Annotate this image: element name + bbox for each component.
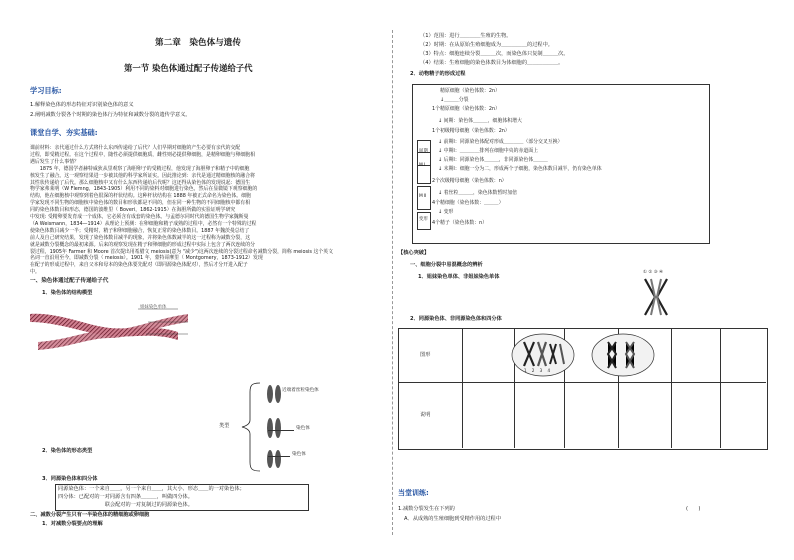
- sperm-process-heading: 2．动物精子的形成过程: [410, 71, 466, 77]
- cell-figure-2: [590, 332, 656, 378]
- self-study-line: 名词一直沿用至今，即减数分裂（ meiosis）。1901 年，蒙特哥摩里（ Montgomery，1873-1912）发现: [30, 255, 263, 262]
- self-study-line: 结构，他在细胞核中观察到着色很深的杆状结构。这种杆状结构在 1888 年被正式命名为染色体。细胞: [30, 193, 251, 200]
- practice-q1: 1.减数分裂发生在下列的: [398, 506, 455, 512]
- self-study-line: 中发现: 受精卵要发育成一个成体，它必须含有成套的染色体。与孟德尔同时代的德国生物学家魏斯曼: [30, 214, 249, 220]
- sperm-stage-line: ↓ 前期Ⅰ：同源染色体配对形成＿＿＿＿（部分交叉互换）: [438, 139, 563, 145]
- section-title: 第一节 染色体通过配子传递给子代: [124, 63, 253, 73]
- part1-item3: 3．同源染色体和四分体: [42, 476, 98, 482]
- side-interphase: 间期: [417, 140, 431, 166]
- practice-heading: 当堂训练:: [398, 489, 429, 497]
- self-study-line: 在配子的形成过程中，来自父本和母本的染色体要先配对（即同源染色体配对），然后才分开进入配子: [30, 262, 248, 269]
- row-desc-label: 说明: [420, 412, 431, 418]
- part1-item2: 2．染色体的形态类型: [42, 448, 93, 454]
- self-study-line: （A Weismann，1834—1914）从理论上预测：在卵细胞和精子成熟的过程中，必然有一个特殊的过程: [30, 220, 257, 227]
- sperm-stage-line: 2个次级精母细胞（染色体数：n）: [432, 178, 507, 184]
- part2-heading: 二、减数分裂产生只有一半染色体的精细胞或卵细胞: [30, 512, 150, 518]
- sperm-stage-line: ↓ 中期Ⅰ：＿＿＿＿排列在细胞中央的赤道面上: [438, 148, 539, 154]
- sperm-stage-line: ↓ 变形: [438, 209, 454, 215]
- self-study-line: 同的染色体数目和形态，德国的波维里（ Boveri，1862-1915）在海胆所做的实验证明学研究: [30, 207, 236, 214]
- core-item2: 2．同源染色体、非同源染色体和四分体: [410, 316, 502, 322]
- label-sister-chromatid: 姐妹染色单体: [140, 305, 167, 310]
- self-study-line: 就是减数分裂概念的最初来源。后来的观察发现在精子和卵细胞的形成过程中实际上包含了两次连续的分: [30, 241, 255, 248]
- homolog-definition-box: 同源染色体：一个来自＿＿，另一个来自＿＿，其大小、形态＿＿的一对染色体； 四分体：已配对的一对同源含有四条＿＿＿，叫做四分体。 联会配对的一对复制过的同源染色体。: [55, 484, 309, 511]
- sperm-stage-line: 精原细胞（染色体数：2n）: [440, 88, 501, 94]
- objective-2: 2.阐明减数分裂各个时期的染色体行为特征和减数分裂的遗传学意义。: [30, 112, 191, 118]
- part1-heading: 一、染色体通过配子传递给子代: [30, 278, 109, 284]
- self-study-line: 1875 年，德国学者赫特威狄从里观察了海胆卵子的受精过程，他发现了海胆卵子和精子中的细胞: [30, 165, 250, 172]
- self-study-line: 学家发现不同生物的细胞核中染色体的数目和形状都是不同的，但在同一种生物的不同细胞核中都有相: [30, 200, 251, 207]
- meiosis-period: （2）时期：在从原始生殖细胞成为＿＿＿＿＿的过程中。: [420, 42, 553, 48]
- core-item1: 1．姐妹染色单体、非姐妹染色单体: [418, 274, 500, 280]
- chromosome-structure-figure: [28, 296, 228, 356]
- part2-item1: 1．对减数分裂要点的理解: [42, 521, 103, 527]
- sperm-stage-line: 1个初级精母细胞（染色体数：2n）: [432, 128, 510, 134]
- meiosis-feature: （3）特点：细胞连续分裂＿＿＿次，而染色体只复制＿＿＿次。: [420, 51, 569, 57]
- cell-number-labels: 1 2 3 4: [524, 368, 552, 373]
- self-study-line: 核发生了融合。这一观察结果进一步被其他的科学家所证实。因此推论到：亲代是通过精细胞核的融合将: [30, 172, 255, 179]
- sperm-stage-line: ↓＿＿＿分裂: [440, 97, 469, 103]
- self-study-line: 课前材料：亲代通过什么方式将什么东西传递给了后代？人们早期对细胞的产生必要有亲代的交配: [30, 145, 241, 151]
- homolog-table: [398, 328, 768, 450]
- label-chromosome-3: 染色体: [292, 452, 306, 457]
- side-m2: M Ⅱ: [417, 186, 431, 210]
- sister-chromatid-figure: [641, 277, 671, 317]
- self-study-line: 前人及自己研究结果，发现了染色体数目减半的现象，并将染色体数减半的这一过程称为减数分裂，这: [30, 234, 251, 241]
- sperm-stage-line: ↓ 后期Ⅰ：同源染色体＿＿＿，非同源染色体＿＿＿: [438, 157, 548, 163]
- self-study-line: 遇后发生了什么事情？: [30, 158, 79, 165]
- sperm-stage-line: 1个精原细胞（染色体数：2n）: [432, 106, 501, 112]
- objective-1: 1.解释染色体的形态特征对识别染色体的意义: [30, 102, 134, 108]
- self-study-heading: 课堂自学、夯实基础:: [30, 128, 98, 137]
- self-study-line: 物学家弗莱明（W Flemng，1843-1905）利用不同的染料对细胞进行染色，然后在显微镜下观察细胞的: [30, 186, 258, 193]
- sperm-stage-line: 4个精子（染色体数：n）: [432, 220, 488, 226]
- practice-q1-paren: ( ): [686, 506, 701, 512]
- self-study-line: 过程，即受精过程。在这个过程中，随性必须提供细胞质，雌性则必提供卵细胞，是精卵细胞与卵细胞相: [30, 151, 255, 158]
- practice-q1-option-a: A．从成熟的生殖细胞到受精作用的过程中: [404, 516, 501, 522]
- sperm-stage-line: ↓ 末期Ⅰ：细胞一分为二，形成两个子细胞，染色体数目减半，仍有染色单体: [438, 166, 602, 172]
- self-study-line: 裂过程，1905年 Farmer 和 Moore 首次提出用希腊文 meiosis(意为 "减少")这两次连续的分裂过程命名减数分裂，简称 meiosis 这个英文: [30, 248, 334, 255]
- chromosome-types-bracket: [232, 380, 262, 475]
- self-study-line: 中。: [30, 269, 40, 276]
- side-m1: M Ⅰ: [417, 152, 431, 184]
- type-label: 类型: [219, 423, 230, 429]
- sperm-stage-line: ↓ 间期：染色体＿＿＿，细胞体积增大: [438, 118, 522, 124]
- chapter-title: 第二章 染色体与遗传: [155, 38, 241, 48]
- sperm-stage-line: 4个精细胞（染色体数：＿＿＿）: [432, 200, 504, 206]
- column-divider: [392, 30, 393, 535]
- self-study-line: 使染色体数目减少一半；受精时，精子和卵细胞融合，恢复正常的染色体数目。1887 年魏茨曼总结了: [30, 227, 250, 234]
- meiosis-scope: （1）范围：进行＿＿＿＿生殖的生物。: [420, 33, 512, 39]
- self-study-line: 其性状传递给了后代。那么细胞核中又有什么东西传递给后代呢？这还得从染色体的发现说起：德国生: [30, 179, 251, 186]
- meiosis-result: （4）结果：生殖细胞的染色体数目为体细胞的＿＿＿＿＿＿。: [420, 60, 564, 66]
- figure-numbers: ① ② ③ ④: [643, 270, 663, 275]
- row-figure-label: 图形: [420, 352, 431, 358]
- sperm-stage-line: ↓ 着丝粒＿＿＿，染色体数暂时加倍: [438, 190, 518, 196]
- side-transform: 变形: [417, 212, 431, 230]
- core-part1: 一、细胞分裂中易混概念的辨析: [410, 262, 483, 268]
- core-heading: 【核心突破】: [398, 250, 430, 256]
- label-acrocentric: 近端着丝粒染色体: [282, 388, 319, 393]
- label-chromosome-2: 染色体: [296, 426, 310, 431]
- objectives-heading: 学习目标:: [30, 86, 62, 95]
- chromosome-type-icons: [262, 384, 292, 474]
- part1-item1: 1．染色体的结构模型: [42, 290, 93, 296]
